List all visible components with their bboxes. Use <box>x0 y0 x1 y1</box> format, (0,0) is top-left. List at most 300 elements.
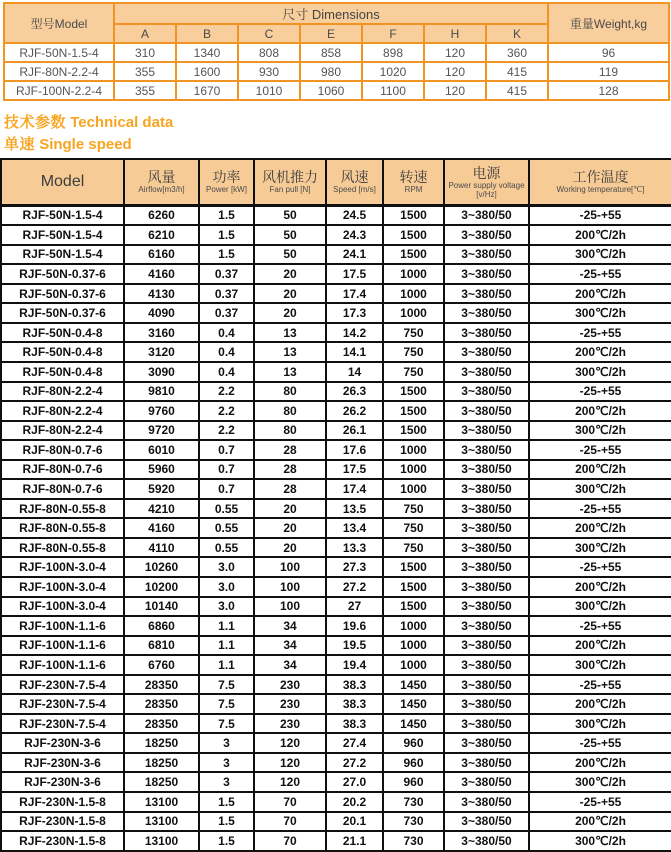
value-cell: 120 <box>424 81 486 100</box>
tech-col-rpm-cn: 转速 <box>399 169 428 186</box>
value-cell: 6260 <box>124 205 199 225</box>
value-cell: 13100 <box>124 792 199 812</box>
value-cell: 0.55 <box>199 499 254 519</box>
value-cell: 3120 <box>124 342 199 362</box>
value-cell: 18250 <box>124 753 199 773</box>
table-row <box>1 245 671 265</box>
value-cell: 4110 <box>124 538 199 558</box>
value-cell: 19.6 <box>326 616 383 636</box>
value-cell: 27 <box>326 597 383 617</box>
value-cell: 1000 <box>383 303 444 323</box>
value-cell: 27.0 <box>326 772 383 792</box>
value-cell: -25-+55 <box>529 382 671 402</box>
value-cell: 1.5 <box>199 205 254 225</box>
value-cell: 3~380/50 <box>444 616 529 636</box>
table-row <box>1 401 671 421</box>
value-cell: 1500 <box>383 245 444 265</box>
table-row <box>1 518 671 538</box>
value-cell: 27.2 <box>326 577 383 597</box>
model-cell: RJF-100N-3.0-4 <box>1 597 124 617</box>
value-cell: 5960 <box>124 460 199 480</box>
table-row <box>1 733 671 753</box>
table-row <box>1 225 671 245</box>
model-cell: RJF-50N-0.37-6 <box>1 264 124 284</box>
value-cell: -25-+55 <box>529 440 671 460</box>
value-cell: 0.7 <box>199 460 254 480</box>
value-cell: 200℃/2h <box>529 460 671 480</box>
value-cell: 6010 <box>124 440 199 460</box>
value-cell: 18250 <box>124 733 199 753</box>
value-cell: -25-+55 <box>529 205 671 225</box>
value-cell: 20 <box>254 303 326 323</box>
value-cell: 13100 <box>124 812 199 832</box>
value-cell: 80 <box>254 401 326 421</box>
value-cell: 200℃/2h <box>529 401 671 421</box>
value-cell: 26.3 <box>326 382 383 402</box>
value-cell: -25-+55 <box>529 323 671 343</box>
value-cell: 1500 <box>383 597 444 617</box>
value-cell: 3~380/50 <box>444 557 529 577</box>
value-cell: 14.1 <box>326 342 383 362</box>
value-cell: 230 <box>254 694 326 714</box>
value-cell: 26.2 <box>326 401 383 421</box>
model-cell: RJF-50N-1.5-4 <box>1 245 124 265</box>
value-cell: 100 <box>254 597 326 617</box>
value-cell: 4160 <box>124 518 199 538</box>
section-subtitle <box>4 134 173 156</box>
value-cell: 6760 <box>124 655 199 675</box>
value-cell: 70 <box>254 792 326 812</box>
value-cell: 300℃/2h <box>529 421 671 441</box>
value-cell: 0.37 <box>199 284 254 304</box>
value-cell: 17.6 <box>326 440 383 460</box>
value-cell: 10260 <box>124 557 199 577</box>
value-cell: 300℃/2h <box>529 831 671 851</box>
value-cell: 3~380/50 <box>444 772 529 792</box>
dim-col-b: B <box>176 24 238 43</box>
value-cell: 750 <box>383 362 444 382</box>
value-cell: 28350 <box>124 714 199 734</box>
value-cell: 17.4 <box>326 284 383 304</box>
value-cell: 1500 <box>383 205 444 225</box>
model-cell: RJF-230N-7.5-4 <box>1 675 124 695</box>
value-cell: 2.2 <box>199 421 254 441</box>
value-cell: 3~380/50 <box>444 518 529 538</box>
value-cell: 3~380/50 <box>444 792 529 812</box>
value-cell: 6860 <box>124 616 199 636</box>
value-cell: 9760 <box>124 401 199 421</box>
value-cell: 310 <box>114 43 176 62</box>
model-cell: RJF-50N-0.4-8 <box>1 362 124 382</box>
value-cell: 18250 <box>124 772 199 792</box>
value-cell: 28350 <box>124 694 199 714</box>
value-cell: 1670 <box>176 81 238 100</box>
dimensions-span-header <box>114 3 548 24</box>
tech-col-worktemp <box>529 159 671 205</box>
value-cell: 750 <box>383 538 444 558</box>
value-cell: 100 <box>254 577 326 597</box>
value-cell: 300℃/2h <box>529 772 671 792</box>
table-row <box>1 753 671 773</box>
value-cell: -25-+55 <box>529 264 671 284</box>
value-cell: 21.1 <box>326 831 383 851</box>
table-row <box>1 342 671 362</box>
value-cell: 2.2 <box>199 382 254 402</box>
table-row <box>1 557 671 577</box>
tech-col-model-label: Model <box>40 172 85 190</box>
value-cell: 1.5 <box>199 245 254 265</box>
value-cell: 17.3 <box>326 303 383 323</box>
table-row <box>4 62 669 81</box>
technical-data-table <box>0 158 671 852</box>
table-row <box>1 382 671 402</box>
value-cell: 3.0 <box>199 557 254 577</box>
value-cell: 50 <box>254 245 326 265</box>
value-cell: 0.4 <box>199 362 254 382</box>
value-cell: 730 <box>383 792 444 812</box>
model-cell: RJF-50N-1.5-4 <box>1 225 124 245</box>
table-row <box>1 440 671 460</box>
value-cell: 200℃/2h <box>529 636 671 656</box>
value-cell: 0.7 <box>199 479 254 499</box>
model-column-header: 型号Model <box>4 3 114 43</box>
dim-col-e: E <box>300 24 362 43</box>
model-cell: RJF-230N-1.5-8 <box>1 792 124 812</box>
table-row <box>1 714 671 734</box>
value-cell: 1450 <box>383 714 444 734</box>
tech-col-voltage-en: Power supply voltage [v/Hz] <box>448 180 525 199</box>
value-cell: 27.3 <box>326 557 383 577</box>
model-cell: RJF-80N-2.2-4 <box>1 382 124 402</box>
value-cell: 3~380/50 <box>444 675 529 695</box>
value-cell: 19.5 <box>326 636 383 656</box>
value-cell: 750 <box>383 342 444 362</box>
value-cell: 20 <box>254 538 326 558</box>
value-cell: 9720 <box>124 421 199 441</box>
value-cell: 3~380/50 <box>444 245 529 265</box>
value-cell: 930 <box>238 62 300 81</box>
value-cell: 24.1 <box>326 245 383 265</box>
value-cell: 1.5 <box>199 792 254 812</box>
value-cell: 300℃/2h <box>529 479 671 499</box>
value-cell: 3~380/50 <box>444 205 529 225</box>
model-cell: RJF-80N-0.55-8 <box>1 538 124 558</box>
model-cell: RJF-100N-3.0-4 <box>1 577 124 597</box>
value-cell: 1450 <box>383 694 444 714</box>
value-cell: 0.55 <box>199 538 254 558</box>
value-cell: 1.1 <box>199 616 254 636</box>
value-cell: 13 <box>254 362 326 382</box>
value-cell: 7.5 <box>199 714 254 734</box>
value-cell: 6810 <box>124 636 199 656</box>
value-cell: 3.0 <box>199 577 254 597</box>
value-cell: 2.2 <box>199 401 254 421</box>
technical-data-section <box>0 158 671 852</box>
dim-col-k: K <box>486 24 548 43</box>
value-cell: 1000 <box>383 264 444 284</box>
value-cell: 28 <box>254 440 326 460</box>
value-cell: 3~380/50 <box>444 733 529 753</box>
value-cell: 960 <box>383 772 444 792</box>
tech-col-rpm <box>383 159 444 205</box>
model-cell: RJF-80N-0.55-8 <box>1 518 124 538</box>
table-row <box>1 460 671 480</box>
table-row <box>1 831 671 851</box>
value-cell: 120 <box>254 772 326 792</box>
value-cell: 1000 <box>383 284 444 304</box>
value-cell: 28 <box>254 460 326 480</box>
value-cell: 7.5 <box>199 694 254 714</box>
value-cell: 3~380/50 <box>444 753 529 773</box>
value-cell: 24.5 <box>326 205 383 225</box>
value-cell: 3~380/50 <box>444 401 529 421</box>
model-cell: RJF-80N-0.7-6 <box>1 460 124 480</box>
value-cell: 898 <box>362 43 424 62</box>
model-cell: RJF-80N-2.2-4 <box>4 62 114 81</box>
value-cell: 3~380/50 <box>444 440 529 460</box>
tech-col-power <box>199 159 254 205</box>
value-cell: 808 <box>238 43 300 62</box>
value-cell: 17.5 <box>326 264 383 284</box>
value-cell: 3~380/50 <box>444 694 529 714</box>
value-cell: 750 <box>383 499 444 519</box>
value-cell: 415 <box>486 62 548 81</box>
tech-col-power-en: Power [kW] <box>206 185 247 195</box>
value-cell: 27.2 <box>326 753 383 773</box>
value-cell: 3~380/50 <box>444 362 529 382</box>
model-cell: RJF-230N-1.5-8 <box>1 831 124 851</box>
value-cell: 960 <box>383 753 444 773</box>
value-cell: 26.1 <box>326 421 383 441</box>
dim-col-a: A <box>114 24 176 43</box>
value-cell: 1060 <box>300 81 362 100</box>
value-cell: 80 <box>254 421 326 441</box>
model-cell: RJF-230N-7.5-4 <box>1 694 124 714</box>
value-cell: 355 <box>114 81 176 100</box>
value-cell: 34 <box>254 655 326 675</box>
table-row <box>1 323 671 343</box>
value-cell: 3~380/50 <box>444 831 529 851</box>
tech-col-airflow <box>124 159 199 205</box>
value-cell: 4160 <box>124 264 199 284</box>
section-title-cn: 技术参数 <box>4 114 67 131</box>
value-cell: 960 <box>383 733 444 753</box>
value-cell: 1450 <box>383 675 444 695</box>
value-cell: 3~380/50 <box>444 225 529 245</box>
value-cell: 20.1 <box>326 812 383 832</box>
value-cell: 1500 <box>383 225 444 245</box>
table-row <box>1 421 671 441</box>
tech-col-model <box>1 159 124 205</box>
value-cell: 120 <box>424 62 486 81</box>
value-cell: 300℃/2h <box>529 245 671 265</box>
value-cell: 750 <box>383 518 444 538</box>
model-cell: RJF-230N-1.5-8 <box>1 812 124 832</box>
value-cell: 13100 <box>124 831 199 851</box>
tech-col-speed-en: Speed [m/s] <box>333 185 376 195</box>
tech-col-rpm-en: RPM <box>404 185 423 195</box>
value-cell: 96 <box>548 43 669 62</box>
dimension-table-body <box>4 43 669 100</box>
value-cell: 200℃/2h <box>529 812 671 832</box>
value-cell: 3~380/50 <box>444 636 529 656</box>
value-cell: 70 <box>254 812 326 832</box>
value-cell: 3~380/50 <box>444 382 529 402</box>
table-row <box>1 694 671 714</box>
value-cell: 120 <box>254 753 326 773</box>
model-cell: RJF-50N-0.4-8 <box>1 323 124 343</box>
model-cell: RJF-80N-2.2-4 <box>1 401 124 421</box>
tech-col-power-cn: 功率 <box>212 169 241 186</box>
value-cell: 1500 <box>383 557 444 577</box>
value-cell: 13.4 <box>326 518 383 538</box>
value-cell: -25-+55 <box>529 499 671 519</box>
model-cell: RJF-230N-7.5-4 <box>1 714 124 734</box>
value-cell: 1500 <box>383 401 444 421</box>
dimensions-span-label: 尺寸 Dimensions <box>282 7 380 22</box>
table-row <box>1 303 671 323</box>
value-cell: 0.4 <box>199 323 254 343</box>
value-cell: 13.3 <box>326 538 383 558</box>
value-cell: 200℃/2h <box>529 518 671 538</box>
model-cell: RJF-50N-0.37-6 <box>1 284 124 304</box>
value-cell: 38.3 <box>326 694 383 714</box>
value-cell: 1020 <box>362 62 424 81</box>
value-cell: 4090 <box>124 303 199 323</box>
value-cell: 200℃/2h <box>529 225 671 245</box>
value-cell: 3 <box>199 733 254 753</box>
value-cell: 1000 <box>383 440 444 460</box>
value-cell: 17.4 <box>326 479 383 499</box>
tech-col-airflow-cn: 风量 <box>147 169 176 186</box>
value-cell: 70 <box>254 831 326 851</box>
value-cell: 3090 <box>124 362 199 382</box>
tech-col-fanpull-en: Fan pull [N] <box>269 185 311 195</box>
value-cell: 3~380/50 <box>444 342 529 362</box>
value-cell: 119 <box>548 62 669 81</box>
value-cell: 200℃/2h <box>529 694 671 714</box>
value-cell: 38.3 <box>326 714 383 734</box>
table-row <box>1 812 671 832</box>
value-cell: 355 <box>114 62 176 81</box>
table-row <box>1 205 671 225</box>
value-cell: 28 <box>254 479 326 499</box>
tech-col-voltage <box>444 159 529 205</box>
model-cell: RJF-230N-3-6 <box>1 733 124 753</box>
technical-table-body <box>1 205 671 851</box>
value-cell: 14 <box>326 362 383 382</box>
value-cell: 0.7 <box>199 440 254 460</box>
value-cell: -25-+55 <box>529 616 671 636</box>
tech-col-voltage-cn: 电源 <box>472 164 501 181</box>
value-cell: 3~380/50 <box>444 577 529 597</box>
value-cell: 3~380/50 <box>444 597 529 617</box>
tech-col-worktemp-en: Working temperature[℃] <box>556 185 645 195</box>
value-cell: 10200 <box>124 577 199 597</box>
value-cell: 730 <box>383 831 444 851</box>
value-cell: 50 <box>254 205 326 225</box>
value-cell: 4210 <box>124 499 199 519</box>
value-cell: 27.4 <box>326 733 383 753</box>
value-cell: 128 <box>548 81 669 100</box>
tech-col-fanpull-cn: 风机推力 <box>262 169 318 186</box>
value-cell: 1.1 <box>199 636 254 656</box>
value-cell: -25-+55 <box>529 557 671 577</box>
model-cell: RJF-50N-1.5-4 <box>4 43 114 62</box>
value-cell: 3.0 <box>199 597 254 617</box>
table-row <box>1 772 671 792</box>
value-cell: 3~380/50 <box>444 499 529 519</box>
value-cell: 3~380/50 <box>444 284 529 304</box>
value-cell: 0.37 <box>199 264 254 284</box>
table-row <box>1 479 671 499</box>
value-cell: 730 <box>383 812 444 832</box>
value-cell: 1340 <box>176 43 238 62</box>
value-cell: 200℃/2h <box>529 284 671 304</box>
value-cell: 24.3 <box>326 225 383 245</box>
value-cell: 3 <box>199 753 254 773</box>
dimension-table <box>3 2 670 101</box>
table-row <box>1 675 671 695</box>
value-cell: 0.4 <box>199 342 254 362</box>
value-cell: 13.5 <box>326 499 383 519</box>
value-cell: 3~380/50 <box>444 303 529 323</box>
value-cell: 0.37 <box>199 303 254 323</box>
value-cell: 13 <box>254 323 326 343</box>
tech-col-worktemp-cn: 工作温度 <box>572 169 629 186</box>
value-cell: 1.5 <box>199 812 254 832</box>
value-cell: -25-+55 <box>529 792 671 812</box>
tech-header-row <box>1 159 671 205</box>
dim-col-f: F <box>362 24 424 43</box>
value-cell: 300℃/2h <box>529 655 671 675</box>
value-cell: 38.3 <box>326 675 383 695</box>
table-row <box>1 597 671 617</box>
value-cell: 14.2 <box>326 323 383 343</box>
section-subtitle-cn: 单速 <box>4 136 36 153</box>
value-cell: 100 <box>254 557 326 577</box>
value-cell: 20 <box>254 264 326 284</box>
tech-col-fanpull <box>254 159 326 205</box>
value-cell: 1000 <box>383 655 444 675</box>
value-cell: 200℃/2h <box>529 577 671 597</box>
value-cell: 1600 <box>176 62 238 81</box>
value-cell: 858 <box>300 43 362 62</box>
value-cell: 1000 <box>383 616 444 636</box>
model-cell: RJF-50N-0.37-6 <box>1 303 124 323</box>
value-cell: 300℃/2h <box>529 362 671 382</box>
value-cell: 6210 <box>124 225 199 245</box>
model-cell: RJF-100N-2.2-4 <box>4 81 114 100</box>
model-cell: RJF-230N-3-6 <box>1 772 124 792</box>
value-cell: 9810 <box>124 382 199 402</box>
value-cell: 1100 <box>362 81 424 100</box>
value-cell: 300℃/2h <box>529 303 671 323</box>
section-subtitle-en: Single speed <box>39 136 132 153</box>
tech-col-speed <box>326 159 383 205</box>
value-cell: 6160 <box>124 245 199 265</box>
value-cell: 13 <box>254 342 326 362</box>
value-cell: 3~380/50 <box>444 538 529 558</box>
table-row <box>1 655 671 675</box>
value-cell: 3~380/50 <box>444 479 529 499</box>
value-cell: 230 <box>254 675 326 695</box>
table-row <box>4 81 669 100</box>
value-cell: 415 <box>486 81 548 100</box>
value-cell: 300℃/2h <box>529 714 671 734</box>
table-row <box>1 577 671 597</box>
value-cell: 7.5 <box>199 675 254 695</box>
